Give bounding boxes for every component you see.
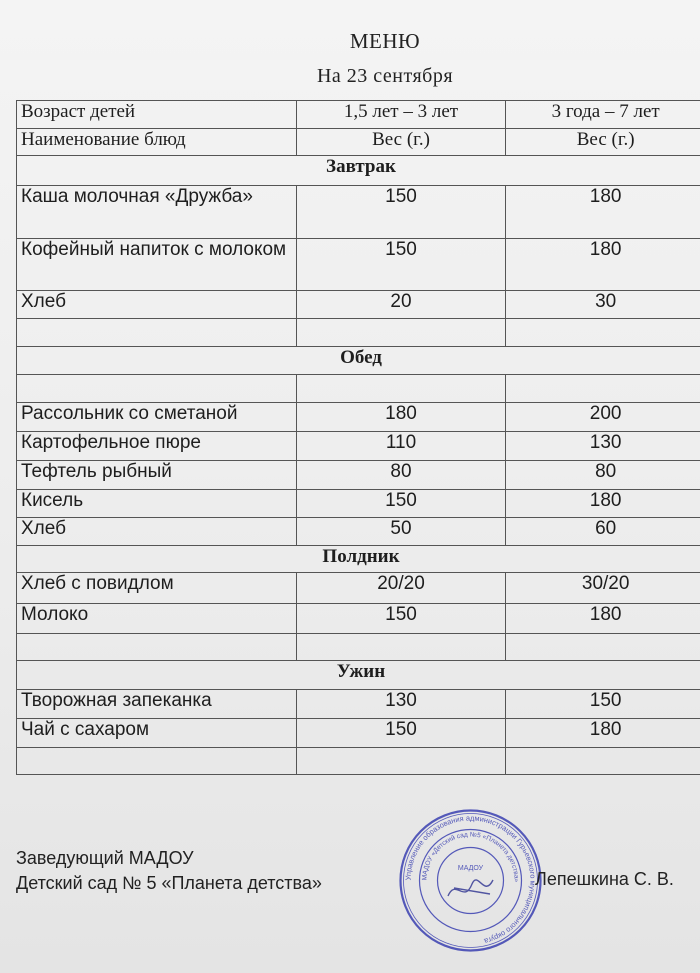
weight-1: 50 [296, 518, 506, 546]
signature-block [16, 846, 322, 896]
empty-row [17, 319, 700, 347]
weight-2: 80 [506, 461, 700, 490]
weight-2: 200 [506, 403, 700, 432]
weight-2: 180 [506, 239, 700, 291]
weight-1: 20/20 [296, 573, 506, 604]
section-row [17, 546, 700, 573]
table-row [17, 490, 700, 518]
weight-2: 30 [506, 291, 700, 319]
weight-2: 180 [506, 490, 700, 518]
dish-name: Хлеб [17, 518, 297, 546]
stamp-center-text: МАДОУ [457, 865, 484, 872]
section-snack: Полдник [17, 546, 700, 573]
age-header-row [17, 101, 700, 129]
section-breakfast: Завтрак [17, 156, 700, 186]
dish-name: Кисель [17, 490, 297, 518]
table-row [17, 291, 700, 319]
handwritten-signature [448, 880, 493, 896]
dish-name: Молоко [17, 604, 297, 634]
table-row [17, 432, 700, 461]
empty-row [17, 748, 700, 775]
weight-2: 130 [506, 432, 700, 461]
weight-1: 130 [296, 690, 506, 719]
weight-1: 150 [296, 490, 506, 518]
age-label: Возраст детей [17, 101, 297, 129]
weight-label-1: Вес (г.) [296, 129, 506, 156]
weight-2: 60 [506, 518, 700, 546]
age-group-1: 1,5 лет – 3 лет [296, 101, 506, 129]
dish-name: Тефтель рыбный [17, 461, 297, 490]
dish-name: Рассольник со сметаной [17, 403, 297, 432]
dish-name: Творожная запеканка [17, 690, 297, 719]
weight-header-row [17, 129, 700, 156]
weight-1: 110 [296, 432, 506, 461]
menu-date: На 23 сентября [316, 65, 454, 87]
table-row [17, 461, 700, 490]
official-stamp-icon [398, 808, 543, 953]
weight-2: 180 [506, 719, 700, 748]
dish-name: Картофельное пюре [17, 432, 297, 461]
dish-name: Кофейный напиток с молоком [17, 239, 297, 291]
weight-1: 150 [296, 239, 506, 291]
position-line: Заведующий МАДОУ [16, 848, 194, 868]
menu-table [16, 100, 700, 775]
table-row [17, 186, 700, 239]
weight-label-2: Вес (г.) [506, 129, 700, 156]
signer-name: Лепешкина С. В. [535, 869, 674, 889]
weight-1: 20 [296, 291, 506, 319]
table-row [17, 573, 700, 604]
table-row [17, 239, 700, 291]
weight-2: 180 [506, 604, 700, 634]
section-row [17, 156, 700, 186]
dish-name: Хлеб с повидлом [17, 573, 297, 604]
organization-line: Детский сад № 5 «Планета детства» [16, 873, 322, 893]
stamp-outer-text: Управление образования администрации Гурьевского муниципального округа [403, 813, 538, 946]
empty-row [17, 375, 700, 403]
weight-1: 150 [296, 604, 506, 634]
dish-column-label: Наименование блюд [17, 129, 297, 156]
table-row [17, 719, 700, 748]
weight-1: 150 [296, 186, 506, 239]
dish-name: Каша молочная «Дружба» [17, 186, 297, 239]
dish-name: Хлеб [17, 291, 297, 319]
dish-name: Чай с сахаром [17, 719, 297, 748]
table-row [17, 403, 700, 432]
weight-1: 150 [296, 719, 506, 748]
weight-2: 150 [506, 690, 700, 719]
table-row [17, 518, 700, 546]
age-group-2: 3 года – 7 лет [506, 101, 700, 129]
weight-2: 180 [506, 186, 700, 239]
empty-row [17, 634, 700, 661]
menu-title: МЕНЮ [349, 29, 421, 53]
section-row [17, 347, 700, 375]
section-lunch: Обед [17, 347, 700, 375]
weight-1: 80 [296, 461, 506, 490]
section-dinner: Ужин [17, 661, 700, 690]
table-row [17, 690, 700, 719]
weight-2: 30/20 [506, 573, 700, 604]
section-row [17, 661, 700, 690]
weight-1: 180 [296, 403, 506, 432]
table-row [17, 604, 700, 634]
stamp-inner-text: МАДОУ «Детский сад №5 «Планета детства» [421, 831, 520, 883]
